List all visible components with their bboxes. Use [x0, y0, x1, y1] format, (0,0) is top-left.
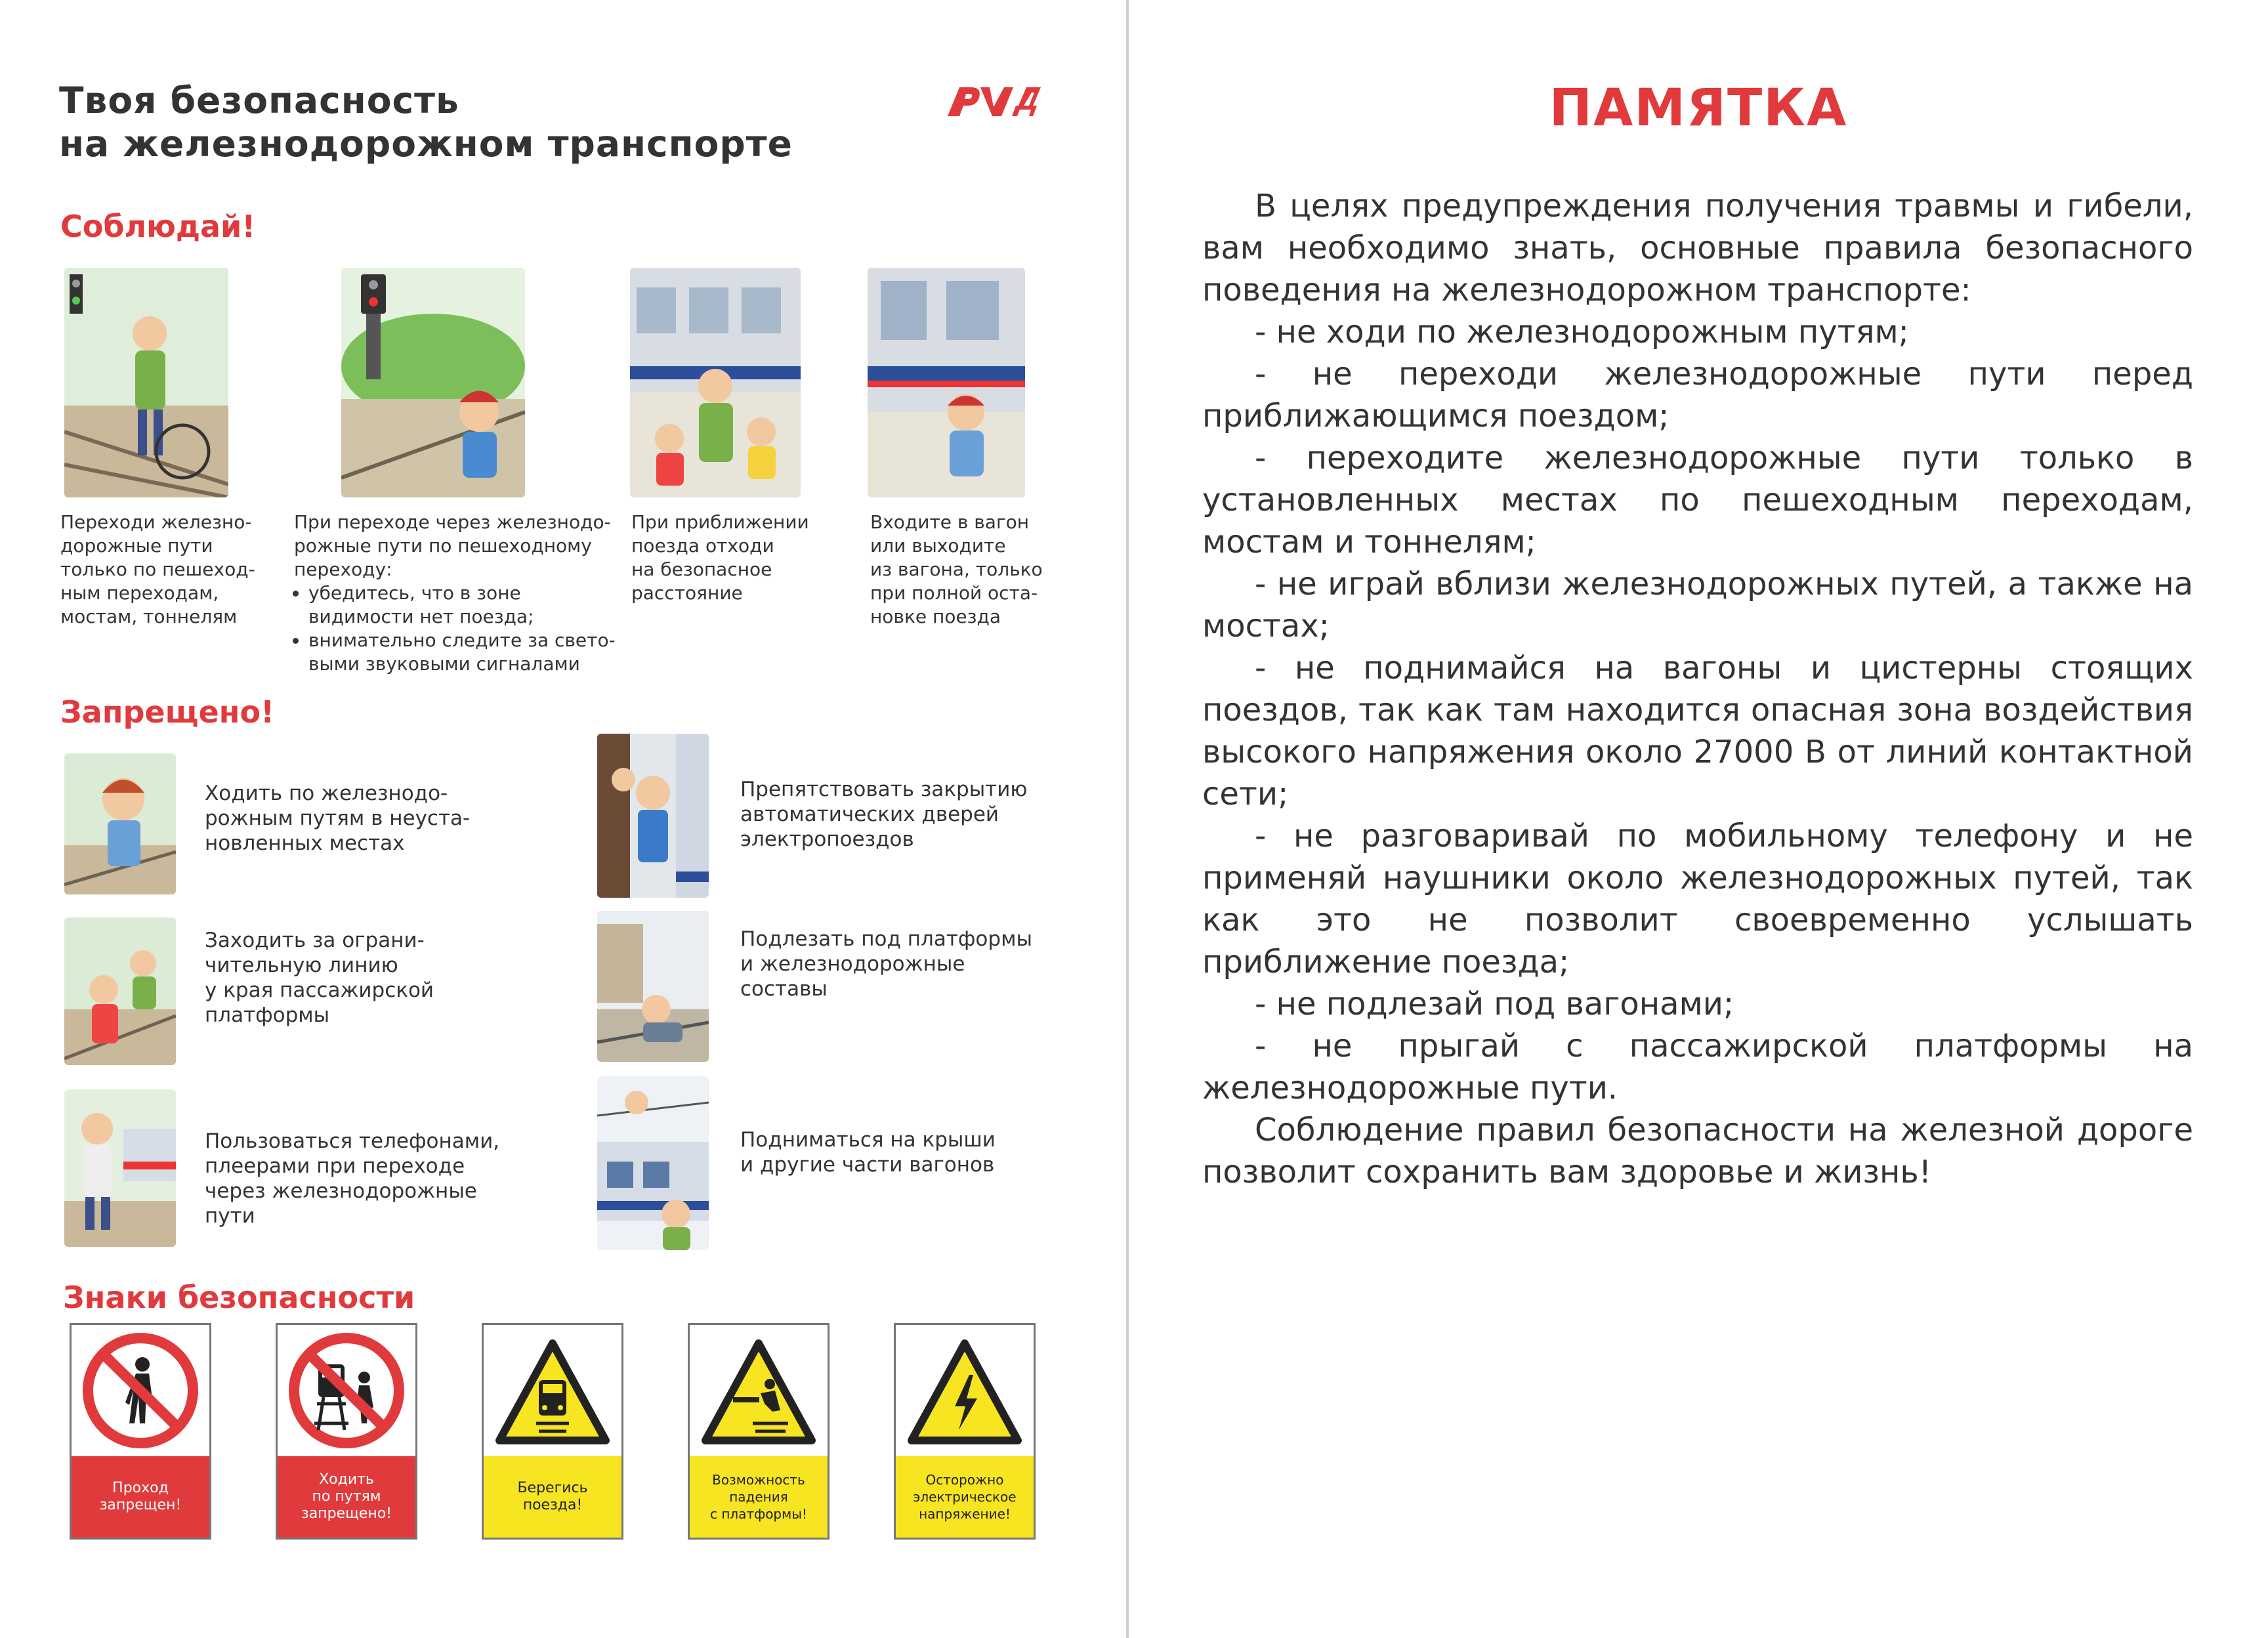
forbidden-illustration-2	[597, 734, 709, 898]
forbidden-illustration-6	[597, 1076, 709, 1250]
sign-platform-fall	[688, 1323, 830, 1540]
forbidden-text-3: Заходить за ограни- чительную линию у края пассажирской платформы	[205, 929, 434, 1027]
leaflet-title	[59, 79, 793, 165]
memo-rule: - не разговаривай по мобильному телефону и не применяй наушники около железнодорожных путей, так как это не позволит своевременно услышать приближение поезда;	[1202, 818, 2193, 980]
observe-illustration-1	[64, 268, 228, 497]
forbidden-text-2: Препятствовать закрытию автоматических дверей электропоездов	[740, 778, 1028, 851]
observe-illustration-3	[630, 268, 801, 497]
page-fold	[1126, 0, 1129, 1638]
observe-illustration-4	[868, 268, 1025, 497]
bullet-item: • внимательно следите за свето-выми звуковыми сигналами	[308, 629, 629, 676]
observe-caption-2: При переходе через железнодо- рожные пути по пешеходному переходу: • убедитесь, что в зоне видимости нет поезда; • внимательно следите за свето-выми звуковыми сигналами	[294, 511, 629, 676]
observe-caption-4: Входите в вагон или выходите из вагона, только при полной оста- новке поезда	[870, 511, 1043, 627]
rzd-logo	[945, 75, 1043, 128]
bullet-item: • убедитесь, что в зоне видимости нет поезда;	[308, 581, 629, 629]
forbidden-text-1: Ходить по железнодо- рожным путям в неуста- новленных местах	[205, 782, 471, 855]
forbidden-text-5: Пользоваться телефонами, плеерами при переходе через железнодорожные пути	[205, 1129, 500, 1228]
sign-no-passage	[70, 1323, 211, 1540]
forbidden-illustration-4	[597, 911, 709, 1062]
forbidden-text-6: Подниматься на крыши и другие части вагонов	[740, 1128, 996, 1177]
observe-caption-1: Переходи железно- дорожные пути только по пешеход- ным переходам, мостам, тоннелям	[60, 511, 255, 627]
memo-title: ПАМЯТКА	[1549, 79, 1848, 138]
sign-label-2: Ходить по путям запрещено!	[278, 1456, 415, 1538]
memo-intro: В целях предупреждения получения травмы и гибели, вам необходимо знать, основные правила безопасного поведения на железнодорожном транспорте:	[1202, 188, 2193, 308]
observe-caption-2-bullets	[294, 581, 629, 676]
sign-electric-voltage	[894, 1323, 1036, 1540]
memo-closing: Соблюдение правил безопасности на железной дороге позволит сохранить вам здоровье и жизнь!	[1202, 1112, 2193, 1190]
train-warning-icon	[484, 1325, 621, 1456]
memo-rule: - не прыгай с пассажирской платформы на железнодорожные пути.	[1202, 1028, 2193, 1106]
sign-beware-train	[482, 1323, 623, 1540]
memo-body	[1202, 185, 2193, 1193]
sign-label-5: Осторожно электрическое напряжение!	[896, 1456, 1034, 1538]
observe-illustration-2	[341, 268, 525, 497]
title-line-1: Твоя безопасность	[59, 79, 459, 121]
forbidden-illustration-1	[64, 753, 176, 894]
sign-label-3: Берегись поезда!	[484, 1456, 621, 1538]
forbidden-heading: Запрещено!	[60, 694, 275, 730]
no-entry-icon	[72, 1325, 209, 1456]
memo-rule: - не ходи по железнодорожным путям;	[1255, 314, 1909, 350]
no-walking-on-tracks-icon	[278, 1325, 415, 1456]
memo-rule: - не поднимайся на вагоны и цистерны стоящих поездов, так как там находится опасная зона воздействия высокого напряжения около 27000 В от линий контактной сети;	[1202, 650, 2193, 812]
title-line-2: на железнодорожном транспорте	[59, 123, 793, 165]
memo-rule: - переходите железнодорожные пути только в установленных местах по пешеходным переходам, мостам и тоннелям;	[1202, 440, 2193, 560]
memo-rule: - не подлезай под вагонами;	[1255, 986, 1734, 1022]
memo-rule: - не переходи железнодорожные пути перед приближающимся поездом;	[1202, 356, 2193, 434]
high-voltage-icon	[896, 1325, 1034, 1456]
observe-caption-3: При приближении поезда отходи на безопасное расстояние	[631, 511, 809, 604]
observe-heading: Соблюдай!	[60, 209, 256, 244]
sign-label-4: Возможность падения с платформы!	[690, 1456, 828, 1538]
memo-rule: - не играй вблизи железнодорожных путей, а также на мостах;	[1202, 566, 2193, 644]
platform-fall-warning-icon	[690, 1325, 828, 1456]
sign-label-1: Проход запрещен!	[72, 1456, 209, 1538]
forbidden-text-4: Подлезать под платформы и железнодорожные составы	[740, 927, 1032, 1001]
forbidden-illustration-5	[64, 1089, 176, 1247]
sign-no-walking-tracks	[276, 1323, 417, 1540]
forbidden-illustration-3	[64, 917, 176, 1065]
signs-heading: Знаки безопасности	[63, 1280, 415, 1315]
